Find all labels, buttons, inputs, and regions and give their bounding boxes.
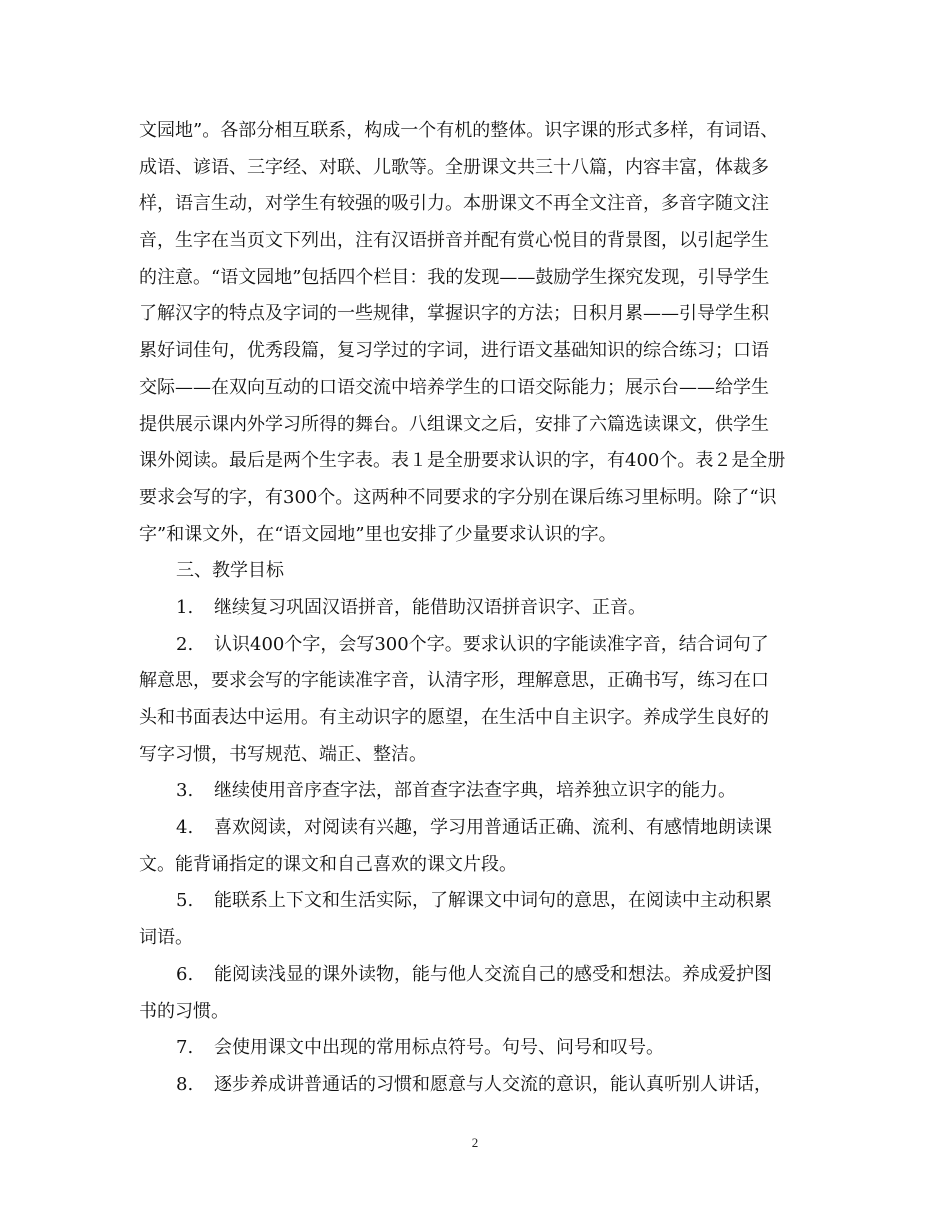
text-line: 样，语言生动，对学生有较强的吸引力。本册课文不再全文注音，多音字随文注 (139, 193, 769, 215)
goal-number: 8. (176, 1073, 194, 1095)
goal-number: 4. (176, 817, 194, 839)
text-line: 书的习惯。 (139, 1000, 229, 1022)
text-line: 文园地”。各部分相互联系，构成一个有机的整体。识字课的形式多样，有词语、 (139, 120, 779, 141)
goal-item-6 (139, 957, 805, 1030)
text-line: 词语。 (139, 927, 193, 949)
text-line: 逐步养成讲普通话的习惯和愿意与人交流的意识，能认真听别人讲话， (214, 1073, 772, 1095)
text-line: 要求会写的字，有300个。这两种不同要求的字分别在课后练习里标明。除了“识 (139, 486, 777, 508)
goal-item-1 (139, 590, 805, 627)
text-line: 喜欢阅读，对阅读有兴趣，学习用普通话正确、流利、有感情地朗读课 (214, 817, 772, 839)
document-body (139, 113, 805, 1104)
goal-item-2 (139, 627, 805, 774)
goal-number: 3. (176, 780, 194, 802)
text-line: 解意思，要求会写的字能读准字音，认清字形，理解意思，正确书写，练习在口 (139, 670, 769, 692)
text-line: 文。能背诵指定的课文和自己喜欢的课文片段。 (139, 853, 517, 875)
goal-number: 5. (176, 890, 194, 912)
text-line: 音，生字在当页文下列出，注有汉语拼音并配有赏心悦目的背景图，以引起学生 (139, 230, 769, 252)
intro-paragraph (139, 113, 805, 553)
goal-item-4 (139, 810, 805, 883)
text-line: 头和书面表达中运用。有主动识字的愿望，在生活中自主识字。养成学生良好的 (139, 707, 769, 728)
goal-number: 6. (176, 963, 194, 985)
goal-number: 7. (176, 1037, 194, 1059)
text-line: 累好词佳句，优秀段篇，复习学过的字词，进行语文基础知识的综合练习；口语 (139, 340, 769, 362)
text-line: 成语、谚语、三字经、对联、儿歌等。全册课文共三十八篇，内容丰富，体裁多 (139, 156, 769, 178)
page-number: 2 (471, 1135, 479, 1150)
goal-item-5 (139, 883, 805, 956)
text-line: 提供展示课内外学习所得的舞台。八组课文之后，安排了六篇选读课文，供学生 (139, 413, 769, 435)
goal-item-8 (139, 1067, 805, 1104)
text-line: 能联系上下文和生活实际，了解课文中词句的意思，在阅读中主动积累 (214, 890, 772, 912)
text-line: 继续使用音序查字法，部首查字法查字典，培养独立识字的能力。 (214, 780, 736, 802)
text-line: 课外阅读。最后是两个生字表。表１是全册要求认识的字，有400个。表２是全册 (139, 450, 786, 472)
text-line: 会使用课文中出现的常用标点符号。句号、问号和叹号。 (214, 1037, 664, 1059)
text-line: 能阅读浅显的课外读物，能与他人交流自己的感受和想法。养成爱护图 (214, 963, 772, 985)
goal-item-7 (139, 1030, 805, 1067)
goal-item-3 (139, 773, 805, 810)
text-line: 了解汉字的特点及字词的一些规律，掌握识字的方法；日积月累——引导学生积 (139, 303, 769, 325)
text-line: 写字习惯，书写规范、端正、整洁。 (139, 743, 427, 765)
text-line: 交际——在双向互动的口语交流中培养学生的口语交际能力；展示台——给学生 (139, 376, 769, 398)
goal-number: 1. (176, 596, 194, 618)
text-line: 的注意。“语文园地”包括四个栏目：我的发现——鼓励学生探究发现，引导学生 (139, 266, 770, 288)
section-heading: 三、教学目标 (176, 560, 284, 582)
text-line: 继续复习巩固汉语拼音，能借助汉语拼音识字、正音。 (214, 596, 646, 618)
text-line: 认识400个字，会写300个字。要求认识的字能读准字音，结合词句了 (214, 633, 769, 655)
text-line: 字”和课文外，在“语文园地”里也安排了少量要求认识的字。 (139, 523, 617, 545)
goal-number: 2. (176, 633, 194, 655)
